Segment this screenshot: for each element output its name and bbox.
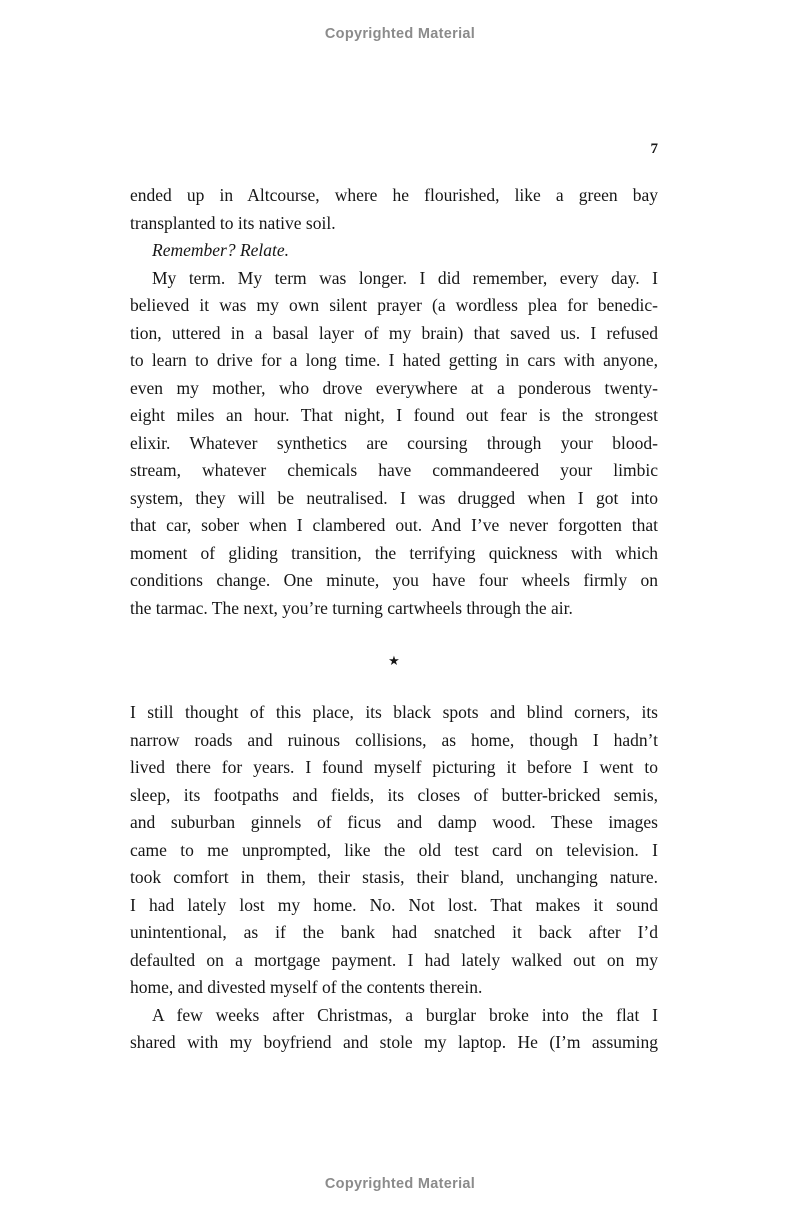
copyright-watermark-bottom: Copyrighted Material [324, 1176, 476, 1192]
text-line: My term. My term was longer. I did remember, every day. I [152, 267, 658, 288]
text-line: the tarmac. The next, you’re turning cartwheels through the air. [130, 597, 573, 618]
page-number: 7 [650, 141, 658, 157]
text-line: moment of gliding transition, the terrifying quickness with which [130, 542, 658, 563]
text-line: unintentional, as if the bank had snatched it back after I’d [130, 922, 658, 942]
text-line: took comfort in them, their stasis, their bland, unchanging nature. [130, 867, 658, 887]
text-line: narrow roads and ruinous collisions, as home, though I hadn’t [130, 729, 658, 750]
text-line: ended up in Altcourse, where he flourished, like a green bay [130, 185, 658, 205]
text-line: tion, uttered in a basal layer of my brain) that saved us. I refused [130, 322, 658, 343]
text-line: came to me unprompted, like the old test card on television. I [130, 839, 658, 860]
text-line: I still thought of this place, its black spots and blind corners, its [130, 702, 658, 722]
text-block [130, 182, 658, 1057]
text-line: stream, whatever chemicals have commandeered your limbic [130, 460, 658, 480]
text-line: shared with my boyfriend and stole my laptop. He (I’m assuming [130, 1032, 658, 1052]
copyright-watermark-top: Copyrighted Material [324, 26, 476, 42]
text-line: defaulted on a mortgage payment. I had lately walked out on my [130, 949, 658, 970]
text-line: that car, sober when I clambered out. And I’ve never forgotten that [130, 515, 658, 535]
text-line: lived there for years. I found myself picturing it before I went to [130, 757, 658, 777]
text-line: home, and divested myself of the contents therein. [130, 977, 483, 997]
text-line: system, they will be neutralised. I was drugged when I got into [130, 487, 658, 508]
text-line: sleep, its footpaths and fields, its closes of butter-bricked semis, [130, 784, 658, 805]
text-line: believed it was my own silent prayer (a wordless plea for benedic- [130, 295, 658, 315]
text-line: A few weeks after Christmas, a burglar broke into the flat I [152, 1004, 658, 1025]
text-line: I had lately lost my home. No. Not lost. That makes it sound [130, 894, 658, 915]
text-line: elixir. Whatever synthetics are coursing through your blood- [130, 432, 658, 453]
text-line: to learn to drive for a long time. I hated getting in cars with anyone, [130, 350, 658, 370]
text-line: eight miles an hour. That night, I found out fear is the strongest [130, 405, 658, 425]
text-line: Remember? Relate. [152, 240, 290, 260]
text-line: transplanted to its native soil. [130, 212, 336, 233]
text-line: even my mother, who drove everywhere at a ponderous twenty- [130, 377, 658, 398]
text-line: and suburban ginnels of ficus and damp wood. These images [130, 812, 658, 832]
section-break-star: ★ [388, 652, 400, 668]
text-line: conditions change. One minute, you have four wheels firmly on [130, 570, 658, 590]
